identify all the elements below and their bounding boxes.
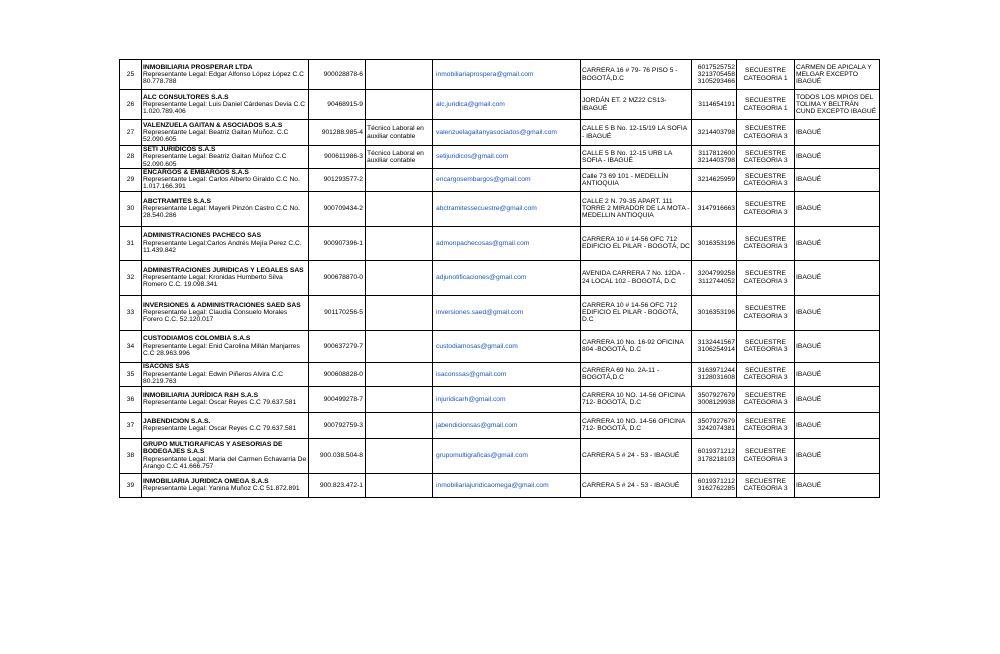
title-cell	[366, 226, 433, 260]
row-number: 26	[120, 90, 142, 120]
row-number: 33	[120, 295, 142, 330]
firm-name: ADMINISTRACIONES PACHECO SAS	[143, 232, 262, 240]
territory-cell: IBAGUÉ	[795, 412, 880, 438]
nit-cell: 90468915-9	[309, 90, 366, 120]
territory-cell: IBAGUÉ	[795, 438, 880, 473]
territory-cell: IBAGUÉ	[795, 362, 880, 386]
phone-cell: 3114654191	[692, 90, 737, 120]
category-cell: SECUESTRE CATEGORIA 3	[737, 412, 795, 438]
address-cell: CALLE 5 B No. 12-15 URB LA SOFIA - IBAGUÉ	[581, 146, 692, 169]
nit-cell: 900.038.504-8	[309, 438, 366, 473]
table-row	[120, 386, 880, 412]
row-number: 28	[120, 146, 142, 169]
legal-representative: Representante Legal: Oscar Reyes C.C 79.637.581	[143, 399, 297, 407]
table-body	[120, 60, 880, 498]
legal-representative: Representante Legal: Kronidas Humberto Silva Romero C.C. 19.098.341	[143, 274, 283, 289]
title-cell	[366, 362, 433, 386]
auxiliares-table	[119, 59, 880, 498]
row-number: 37	[120, 412, 142, 438]
territory-cell: TODOS LOS MPIOS DEL TOLIMA Y BELTRÁN CUND EXCEPTO IBAGUÉ	[795, 90, 880, 120]
legal-representative: Representante Legal: Claudia Consuelo Morales Forero C.C. 52.120.017	[143, 309, 288, 324]
category-cell: SECUESTRE CATEGORIA 3	[737, 260, 795, 295]
territory-cell: IBAGUÉ	[795, 168, 880, 191]
table-row	[120, 473, 880, 497]
category-cell: SECUESTRE CATEGORIA 3	[737, 438, 795, 473]
firm-cell	[142, 412, 309, 438]
table-row	[120, 330, 880, 362]
category-cell: SECUESTRE CATEGORIA 3	[737, 120, 795, 146]
address-cell: CARRERA 16 # 79- 76 PISO 5 - BOGOTÁ,D.C	[581, 60, 692, 90]
category-cell: SECUESTRE CATEGORIA 3	[737, 362, 795, 386]
territory-cell: IBAGUÉ	[795, 295, 880, 330]
legal-representative: Representante Legal: Mayerli Pinzón Castro C.C No. 28.540.286	[143, 205, 300, 220]
row-number: 27	[120, 120, 142, 146]
firm-cell	[142, 260, 309, 295]
category-cell: SECUESTRE CATEGORIA 3	[737, 226, 795, 260]
title-cell	[366, 438, 433, 473]
address-cell: CALLE 2 N. 79-35 APART. 111 TORRE 2 MIRADOR DE LA MOTA - MEDELLIN ANTIOQUIA	[581, 191, 692, 226]
table-row	[120, 146, 880, 169]
row-number: 31	[120, 226, 142, 260]
category-cell: SECUESTRE CATEGORIA 3	[737, 473, 795, 497]
table-row	[120, 362, 880, 386]
phone-cell: 3214625959	[692, 168, 737, 191]
address-cell: CARRERA 10 No. 16-92 OFICINA 804 -BOGOTÁ, D.C	[581, 330, 692, 362]
territory-cell: CARMEN DE APICALA Y MELGAR EXCEPTO IBAGUÉ	[795, 60, 880, 90]
category-cell: SECUESTRE CATEGORIA 1	[737, 60, 795, 90]
address-cell: CARRERA 5 # 24 - 53 - IBAGUÉ	[581, 438, 692, 473]
firm-cell	[142, 438, 309, 473]
firm-cell	[142, 60, 309, 90]
email-link[interactable]: grupomultigraficas@gmail.com	[433, 438, 581, 473]
nit-cell: 900.823.472-1	[309, 473, 366, 497]
legal-representative: Representante Legal: Beatriz Gaitan Muñoz C.C 52.090.605	[143, 153, 287, 168]
table-row	[120, 226, 880, 260]
firm-cell	[142, 191, 309, 226]
phone-cell: 6019371212 3178218103	[692, 438, 737, 473]
firm-name: CUSTODIAMOS COLOMBIA S.A.S	[143, 335, 251, 343]
territory-cell: IBAGUÉ	[795, 260, 880, 295]
row-number: 38	[120, 438, 142, 473]
firm-name: SETI JURIDICOS S.A.S	[143, 146, 216, 153]
category-cell: SECUESTRE CATEGORIA 3	[737, 146, 795, 169]
legal-representative: Representante Legal: Enid Carolina Millán Manjarres C.C 28.963.996	[143, 342, 300, 357]
row-number: 32	[120, 260, 142, 295]
phone-cell: 3163971244 3128031608	[692, 362, 737, 386]
phone-cell: 3117812600 3214403798	[692, 146, 737, 169]
table-row	[120, 90, 880, 120]
legal-representative: Representante Legal: Beatriz Gaitan Muñoz. C.C 52.090.605	[143, 128, 289, 144]
nit-cell: 900907396-1	[309, 226, 366, 260]
address-cell: CARRERA 10 # 14-56 OFC 712 EDIFICIO EL PILAR - BOGOTÁ, D.C	[581, 295, 692, 330]
title-cell	[366, 386, 433, 412]
firm-name: JABENDICION S.A.S.	[143, 417, 211, 425]
address-cell: CARRERA 10 NO. 14-56 OFICINA 712- BOGOTÁ, D.C	[581, 412, 692, 438]
title-cell	[366, 191, 433, 226]
nit-cell: 900608828-0	[309, 362, 366, 386]
firm-cell	[142, 168, 309, 191]
nit-cell: 900678870-0	[309, 260, 366, 295]
legal-representative: Representante Legal: Maria del Carmen Echavarria De Arango C.C 41.666.757	[143, 455, 307, 471]
category-cell: SECUESTRE CATEGORIA 3	[737, 295, 795, 330]
phone-cell: 3016353196	[692, 295, 737, 330]
page	[119, 59, 879, 498]
firm-name: ALC CONSULTORES S.A.S	[143, 93, 229, 101]
email-link[interactable]: alc.juridica@gmail.com	[433, 90, 581, 120]
row-number: 36	[120, 386, 142, 412]
territory-cell: IBAGUÉ	[795, 120, 880, 146]
row-number: 39	[120, 473, 142, 497]
phone-cell: 3016353196	[692, 226, 737, 260]
nit-cell: 901288.985-4	[309, 120, 366, 146]
firm-name: GRUPO MULTIGRAFICAS Y ASESORIAS DE BODEGAJES S.A.S	[143, 441, 283, 456]
firm-cell	[142, 146, 309, 169]
phone-cell: 6017525752 3213705458 3105293466	[692, 60, 737, 90]
table-row	[120, 191, 880, 226]
row-number: 30	[120, 191, 142, 226]
address-cell: AVENIDA CARRERA 7 No. 12DA - 24 LOCAL 102 - BOGOTÁ, D.C	[581, 260, 692, 295]
email-link[interactable]: injuridicarh@gmail.com	[433, 386, 581, 412]
phone-cell: 3132441567 3106254914	[692, 330, 737, 362]
table-row	[120, 60, 880, 90]
address-cell: CARRERA 69 No. 2A-11 - BOGOTÁ,D.C	[581, 362, 692, 386]
title-cell	[366, 330, 433, 362]
title-cell	[366, 260, 433, 295]
firm-name: INMOBILIARIA JURÍDICA R&H S.A.S	[143, 391, 259, 399]
legal-representative: Representante Legal: Oscar Reyes C.C 79.637.581	[143, 425, 297, 433]
title-cell	[366, 295, 433, 330]
category-cell: SECUESTRE CATEGORIA 1	[737, 90, 795, 120]
nit-cell: 900709434-2	[309, 191, 366, 226]
email-link[interactable]: setijuridicos@gmail.com	[433, 146, 581, 169]
row-number: 34	[120, 330, 142, 362]
nit-cell: 901293577-2	[309, 168, 366, 191]
table-row	[120, 120, 880, 146]
firm-cell	[142, 386, 309, 412]
address-cell: CARRERA 10 # 14-56 OFC 712 EDIFICIO EL PILAR - BOGOTÁ, DC	[581, 226, 692, 260]
row-number: 29	[120, 168, 142, 191]
firm-name: ISACONS SAS	[143, 363, 190, 371]
firm-cell	[142, 226, 309, 260]
phone-cell: 3147916663	[692, 191, 737, 226]
phone-cell: 3214403798	[692, 120, 737, 146]
email-link[interactable]: inversiones.saed@gmail.com	[433, 295, 581, 330]
email-link[interactable]: isaconssas@gmail.com	[433, 362, 581, 386]
firm-cell	[142, 120, 309, 146]
category-cell: SECUESTRE CATEGORIA 3	[737, 191, 795, 226]
phone-cell: 3507927679 3008129938	[692, 386, 737, 412]
title-cell	[366, 473, 433, 497]
legal-representative: Representante Legal:Carlos Andrés Mejía Perez C.C. 11.439.842	[143, 239, 302, 254]
email-link[interactable]: inmobiliariaprospera@gmail.com	[433, 60, 581, 90]
email-link[interactable]: valenzuelagaitanyasociados@gmail.com	[433, 120, 581, 146]
email-link[interactable]: inmobiliariajuridicaomega@gmail.com	[433, 473, 581, 497]
nit-cell: 900792759-3	[309, 412, 366, 438]
legal-representative: Representante Legal: Carlos Alberto Giraldo C.C No. 1.017.166.391	[143, 176, 300, 191]
firm-name: INMOBILIARIA PROSPERAR LTDA	[143, 63, 253, 71]
email-link[interactable]: abctramitessecuestre@gmail.com	[433, 191, 581, 226]
firm-cell	[142, 473, 309, 497]
firm-cell	[142, 330, 309, 362]
title-cell	[366, 412, 433, 438]
firm-name: ABCTRAMITES S.A.S	[143, 197, 211, 205]
category-cell: SECUESTRE CATEGORIA 3	[737, 168, 795, 191]
title-cell: Técnico Laboral en auxiliar contable	[366, 146, 433, 169]
phone-cell: 3204799258 3112744052	[692, 260, 737, 295]
address-cell: CARRERA 10 NO. 14-56 OFICINA 712- BOGOTÁ, D.C	[581, 386, 692, 412]
phone-cell: 3507927679 3242074381	[692, 412, 737, 438]
table-row	[120, 438, 880, 473]
legal-representative: Representante Legal: Edwin Piñeros Alvira C.C 80.219.763	[143, 370, 284, 385]
territory-cell: IBAGUÉ	[795, 226, 880, 260]
territory-cell: IBAGUÉ	[795, 386, 880, 412]
territory-cell: IBAGUÉ	[795, 146, 880, 169]
category-cell: SECUESTRE CATEGORIA 3	[737, 330, 795, 362]
firm-name: VALENZUELA GAITAN & ASOCIADOS S.A.S	[143, 121, 283, 129]
address-cell: Calle 73 69 101 - MEDELLÍN ANTIOQUIA	[581, 168, 692, 191]
address-cell: CALLE 5 B No. 12-15/19 LA SOFIA - IBAGUÉ	[581, 120, 692, 146]
title-cell: Técnico Laboral en auxiliar contable	[366, 120, 433, 146]
email-link[interactable]: admonpachecosas@gmail.com	[433, 226, 581, 260]
email-link[interactable]: jabendicionsas@gmail.com	[433, 412, 581, 438]
territory-cell: IBAGUÉ	[795, 330, 880, 362]
firm-name: INMOBILIARIA JURIDICA OMEGA S.A.S	[143, 477, 269, 485]
nit-cell: 900611986-3	[309, 146, 366, 169]
nit-cell: 900028878-6	[309, 60, 366, 90]
table-row	[120, 412, 880, 438]
firm-cell	[142, 362, 309, 386]
title-cell	[366, 90, 433, 120]
legal-representative: Representante Legal: Yanina Muñoz C.C 51.872.891	[143, 485, 300, 493]
nit-cell: 901170256-5	[309, 295, 366, 330]
table-row	[120, 295, 880, 330]
phone-cell: 6019371212 3162762285	[692, 473, 737, 497]
territory-cell: IBAGUÉ	[795, 473, 880, 497]
email-link[interactable]: custodiamosas@gmail.com	[433, 330, 581, 362]
nit-cell: 900499278-7	[309, 386, 366, 412]
legal-representative: Representante Legal: Edgar Alfonso López López C.C 80.778.788	[143, 70, 304, 86]
email-link[interactable]: encargosembargos@gmail.com	[433, 168, 581, 191]
row-number: 25	[120, 60, 142, 90]
firm-name: ENCARGOS & EMBARGOS S.A.S	[143, 168, 249, 176]
firm-name: ADMINISTRACIONES JURIDICAS Y LEGALES SAS	[143, 266, 304, 274]
row-number: 35	[120, 362, 142, 386]
title-cell	[366, 60, 433, 90]
legal-representative: Representante Legal: Luis Daniel Cárdenas Devia C.C 1.020.789.406	[143, 100, 306, 116]
category-cell: SECUESTRE CATEGORIA 3	[737, 386, 795, 412]
firm-name: INVERSIONES & ADMINISTRACIONES SAED SAS	[143, 301, 301, 309]
table-row	[120, 260, 880, 295]
address-cell: CARRERA 5 # 24 - 53 - IBAGUÉ	[581, 473, 692, 497]
territory-cell: IBAGUÉ	[795, 191, 880, 226]
email-link[interactable]: adjunotificaciones@gmail.com	[433, 260, 581, 295]
title-cell	[366, 168, 433, 191]
firm-cell	[142, 295, 309, 330]
table-row	[120, 168, 880, 191]
address-cell: JORDÁN ET. 2 MZ22 CS13- IBAGUÉ	[581, 90, 692, 120]
nit-cell: 900637279-7	[309, 330, 366, 362]
firm-cell	[142, 90, 309, 120]
